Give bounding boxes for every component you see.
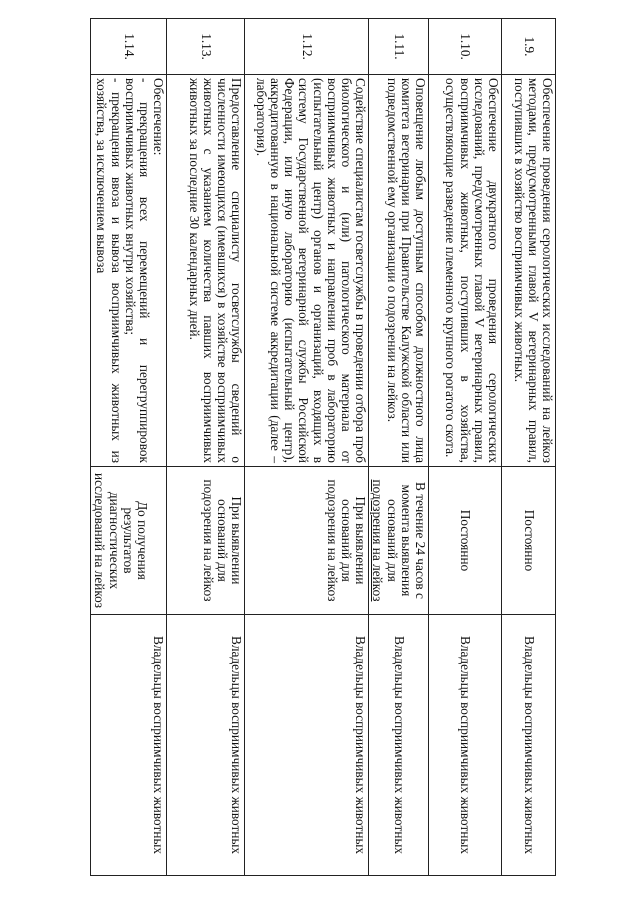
term-line: результатов <box>120 507 136 574</box>
term-line: подозрения на лейкоз <box>324 479 340 602</box>
measure-term: Постоянно <box>429 467 502 615</box>
term-line: исследований на лейкоз <box>92 472 108 609</box>
responsible-party: Владельцы восприимчивых животных <box>429 615 502 876</box>
table-row <box>502 19 556 876</box>
table-row <box>167 19 245 876</box>
measure-term <box>245 467 369 615</box>
desc-line: - прекращения всех перемещений и перегруппировок восприимчивых животных внутри хозяйства; <box>122 78 152 463</box>
row-number: 1.10. <box>429 19 502 75</box>
responsible-party: Владельцы восприимчивых животных <box>245 615 369 876</box>
measure-term: Постоянно <box>502 467 556 615</box>
measure-description: Обеспечение двукратного проведения серологических исследований, предусмотренных главой V ветеринарных правил, восприимчивых животных, поступивших в хозяйства, осуществляющие разведение племенного крупного рогатого скота. <box>429 75 502 467</box>
term-line: оснований для <box>214 499 230 582</box>
term-line: диагностических <box>106 491 122 590</box>
term-line: При выявлении <box>353 496 369 585</box>
desc-line: Обеспечение: <box>151 78 167 156</box>
table-row <box>369 19 429 876</box>
row-number: 1.12. <box>245 19 369 75</box>
measures-table <box>90 18 556 876</box>
measure-term <box>167 467 245 615</box>
responsible-party: Владельцы восприимчивых животных <box>502 615 556 876</box>
measure-description: Оповещение любым доступным способом должностного лица комитета ветеринарии при Правительстве Калужской области или подведомственной ему организации о подозрении на лейкоз. <box>369 75 429 467</box>
term-line: оснований для <box>338 499 354 582</box>
table-row <box>245 19 369 876</box>
term-line: В течение 24 часов с <box>413 482 428 599</box>
term-line: При выявлении <box>229 496 245 585</box>
row-number: 1.13. <box>167 19 245 75</box>
desc-line: - прекращения ввоза и вывоза восприимчивых животных из хозяйства, за исключением вывоза <box>94 78 124 463</box>
table-row <box>91 19 167 876</box>
measure-term <box>369 467 429 615</box>
term-line: оснований для <box>384 499 400 582</box>
responsible-party: Владельцы восприимчивых животных <box>91 615 167 876</box>
table-row <box>429 19 502 876</box>
responsible-party: Владельцы восприимчивых животных <box>167 615 245 876</box>
measure-description: Предоставление специалисту госветслужбы сведений о численности имеющихся (имевшихся) в хозяйстве восприимчивых животных с указанием количества павших восприимчивых животных за последние 30 календарных дней. <box>167 75 245 467</box>
row-number: 1.11. <box>369 19 429 75</box>
measure-term <box>91 467 167 615</box>
term-line: До получения <box>135 501 150 580</box>
measure-description: Содействие специалистам госветслужбы в проведении отбора проб биологического и (или) патологического материала от восприимчивых животных и направлении проб в лабораторию (испытательный центр) органов и организаций, входящих в систему Государственной ветеринарной службы Российской Федерации, или иную лабораторию (испытательный центр), аккредитованную в национальной системе аккредитации (далее – лаборатория). <box>245 75 369 467</box>
row-number: 1.14. <box>91 19 167 75</box>
term-line: подозрения на лейкоз <box>370 479 386 602</box>
term-line: подозрения на лейкоз <box>200 479 216 602</box>
row-number: 1.9. <box>502 19 556 75</box>
term-line: момента выявления <box>398 484 414 597</box>
responsible-party: Владельцы восприимчивых животных <box>369 615 429 876</box>
measure-description: Обеспечение проведения серологических исследований на лейкоз методами, предусмотренными главой V ветеринарных правил, поступивших в хозяйство восприимчивых животных. <box>502 75 556 467</box>
measure-description <box>91 75 167 467</box>
